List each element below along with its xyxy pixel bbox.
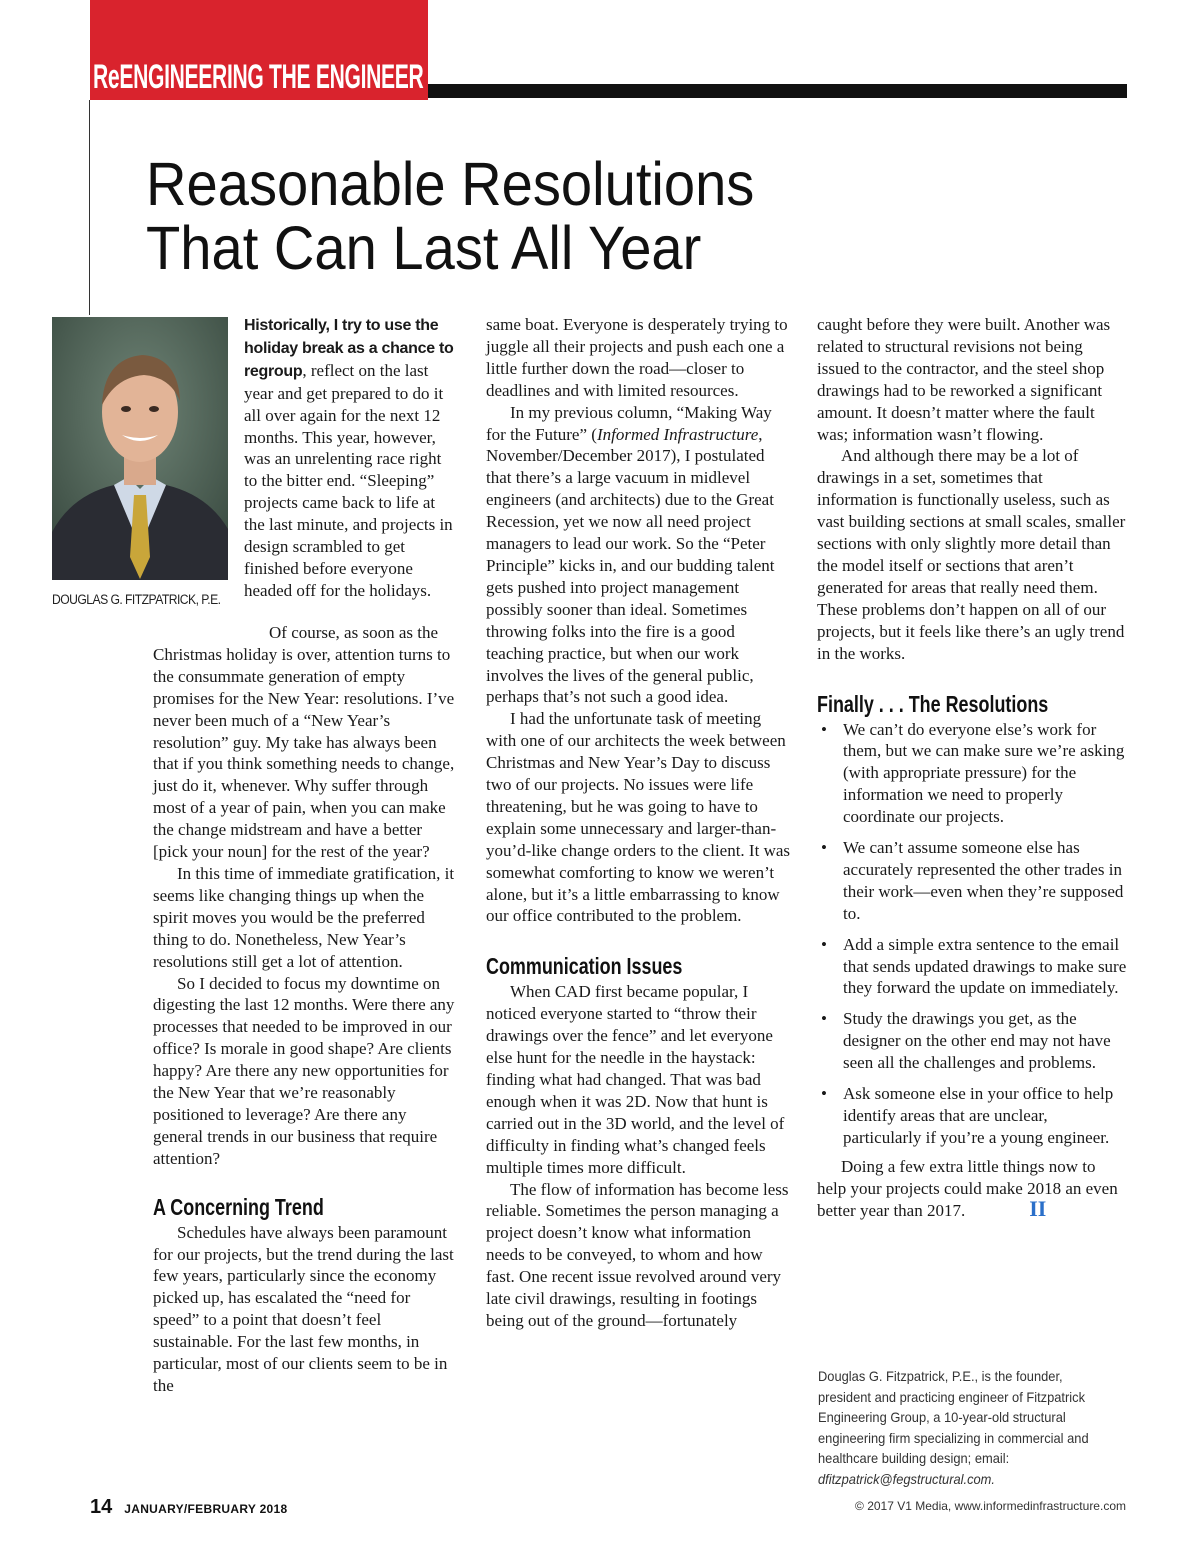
lead-in-text: Historically, I try to use the holiday break as a chance to regroup [244,317,454,380]
intro-paragraph: Historically, I try to use the holiday break as a chance to regroup, reflect on the last year and get prepared to do it all over again for the next 12 months. This year, however, was an unrelenting race right to the bitter end. “Sleeping” projects came back to life at the last minute, and projects in design scrambled to get finished before everyone headed off for the holidays. [244,317,454,600]
list-item: • Study the drawings you get, as the designer on the other end may not have seen all the challenges and problems. [817,1008,1127,1074]
section-heading: A Concerning Trend [153,1193,324,1220]
header-rule [428,84,1127,98]
list-item: • Ask someone else in your office to help identify areas that are unclear, particularly if you’re a young engineer. [817,1083,1127,1149]
body-paragraph: I had the unfortunate task of meeting with one of our architects the week between Christmas and New Year’s Day to discuss two of our projects. No issues were life threatening, but he was going to have to explain some unnecessary and larger-than-you’d-like change orders to the client. It was somewhat comforting to know we weren’t alone, but it’s a little embarrassing to know our office contributed to the problem. [486,709,791,926]
vertical-rule [89,100,90,315]
page-folio [90,1496,287,1519]
author-bio: Douglas G. Fitzpatrick, P.E., is the founder, president and practicing engineer of Fitzpatrick Engineering Group, a 10-year-old structural engineering firm specializing in commercial and healthcare building design; email: dfitzpatrick@fegstructural.com. [818,1368,1089,1487]
body-paragraph: When CAD first became popular, I noticed everyone started to “throw their drawings over the fence” and let everyone else hunt for the needle in the haystack: finding what had changed. That was bad enough when it was 2D. Now that hunt is carried out in the 3D world, and the level of difficulty in finding what’s changed feels multiple times more difficult. [486,982,785,1177]
publication-name: Informed Infrastructure [596,424,759,444]
closing-paragraph: Doing a few extra little things now to help your projects could make 2018 an even better year than 2017. II [817,1156,1118,1221]
body-paragraph: So I decided to focus my downtime on digesting the last 12 months. Were there any processes that needed to be improved in our office? Is morale in good shape? Are clients happy? Are there any new opportunities for the New Year that we’re reasonably positioned to leverage? Are there any general trends in our business that require attention? [153,973,455,1168]
issue-date: JANUARY/FEBRUARY 2018 [124,1502,288,1516]
column-1-intro [244,314,458,602]
list-item: • Add a simple extra sentence to the email that sends updated drawings to make sure they forward the update on immediately. [817,934,1127,1000]
column-2 [486,314,791,1332]
section-heading: Communication Issues [486,953,683,980]
list-item: • We can’t assume someone else has accurately represented the other trades in their work—even when they’re supposed to. [817,837,1127,925]
title-line-2: That Can Last All Year [146,214,702,282]
body-paragraph: The flow of information has become less reliable. Sometimes the person managing a project doesn’t know what information needs to be conveyed, to whom and how fast. One recent issue revolved around very late civil drawings, resulting in footings being out of the ground—fortunately [486,1179,789,1330]
resolutions-list [817,719,1127,1149]
author-portrait-image [52,317,228,580]
article-title [146,152,974,280]
column-1 [153,622,458,1397]
body-paragraph: caught before they were built. Another was related to structural revisions not being issued to the contractor, and the steel shop drawings had to be reworked a significant amount. It doesn’t matter where the fault was; information wasn’t flowing. [817,315,1111,444]
author-photo [52,317,228,580]
section-banner-title: ReENGINEERING THE ENGINEER [93,58,424,96]
section-heading: Finally . . . The Resolutions [817,690,1049,717]
copyright-notice: © 2017 V1 Media, www.informedinfrastructure.com [855,1499,1126,1513]
body-paragraph: In this time of immediate gratification, it seems like changing things up when the spirit moves you would be the preferred thing to do. Nonetheless, New Year’s resolutions still get a lot of attention. [153,863,455,971]
title-line-1: Reasonable Resolutions [146,150,755,218]
list-item: • We can’t do everyone else’s work for them, but we can make sure we’re asking (with appropriate pressure) for the information we need to properly coordinate our projects. [817,719,1127,829]
end-mark-icon: II [1029,1195,1047,1221]
page-number: 14 [90,1496,113,1518]
column-3 [817,314,1127,1222]
body-paragraph: Of course, as soon as the Christmas holiday is over, attention turns to the consummate generation of empty promises for the New Year: resolutions. I’ve never been much of a “New Year’s resolution” guy. My take has always been that if you think something needs to change, just do it, whenever. Why suffer through most of a year of pain, when you can make the change midstream and have a better [pick your noun] for the rest of the year? [153,623,455,862]
photo-caption: DOUGLAS G. FITZPATRICK, P.E. [52,592,221,607]
body-paragraph: Schedules have always been paramount for our projects, but the trend during the last few years, particularly since the economy picked up, has escalated the “need for speed” to a point that doesn’t feel sustainable. For the last few months, in particular, most of our clients seem to be in the [153,1222,454,1395]
body-paragraph: And although there may be a lot of drawings in a set, sometimes that information is functionally useless, such as vast building sections at small scales, smaller sections with only slightly more detail than the model itself or sections that aren’t generated for areas that really need them. These problems don’t happen on all of our projects, but it feels like there’s an ugly trend in the works. [817,446,1126,663]
author-email: dfitzpatrick@fegstructural.com. [818,1470,995,1487]
body-paragraph: same boat. Everyone is desperately trying to juggle all their projects and push each one a little further down the road—closer to deadlines and with limited resources. [486,315,788,400]
body-paragraph: In my previous column, “Making Way for the Future” (Informed Infrastructure, November/December 2017), I postulated that there’s a large vacuum in midlevel engineers (and architects) due to the Great Recession, yet we now all need project managers to lead our work. So the “Peter Principle” kicks in, and our budding talent gets pushed into project management possibly sooner than ideal. Sometimes throwing folks into the fire is a good teaching practice, but when our work involves the lives of the general public, perhaps that’s not such a good idea. [486,402,775,707]
